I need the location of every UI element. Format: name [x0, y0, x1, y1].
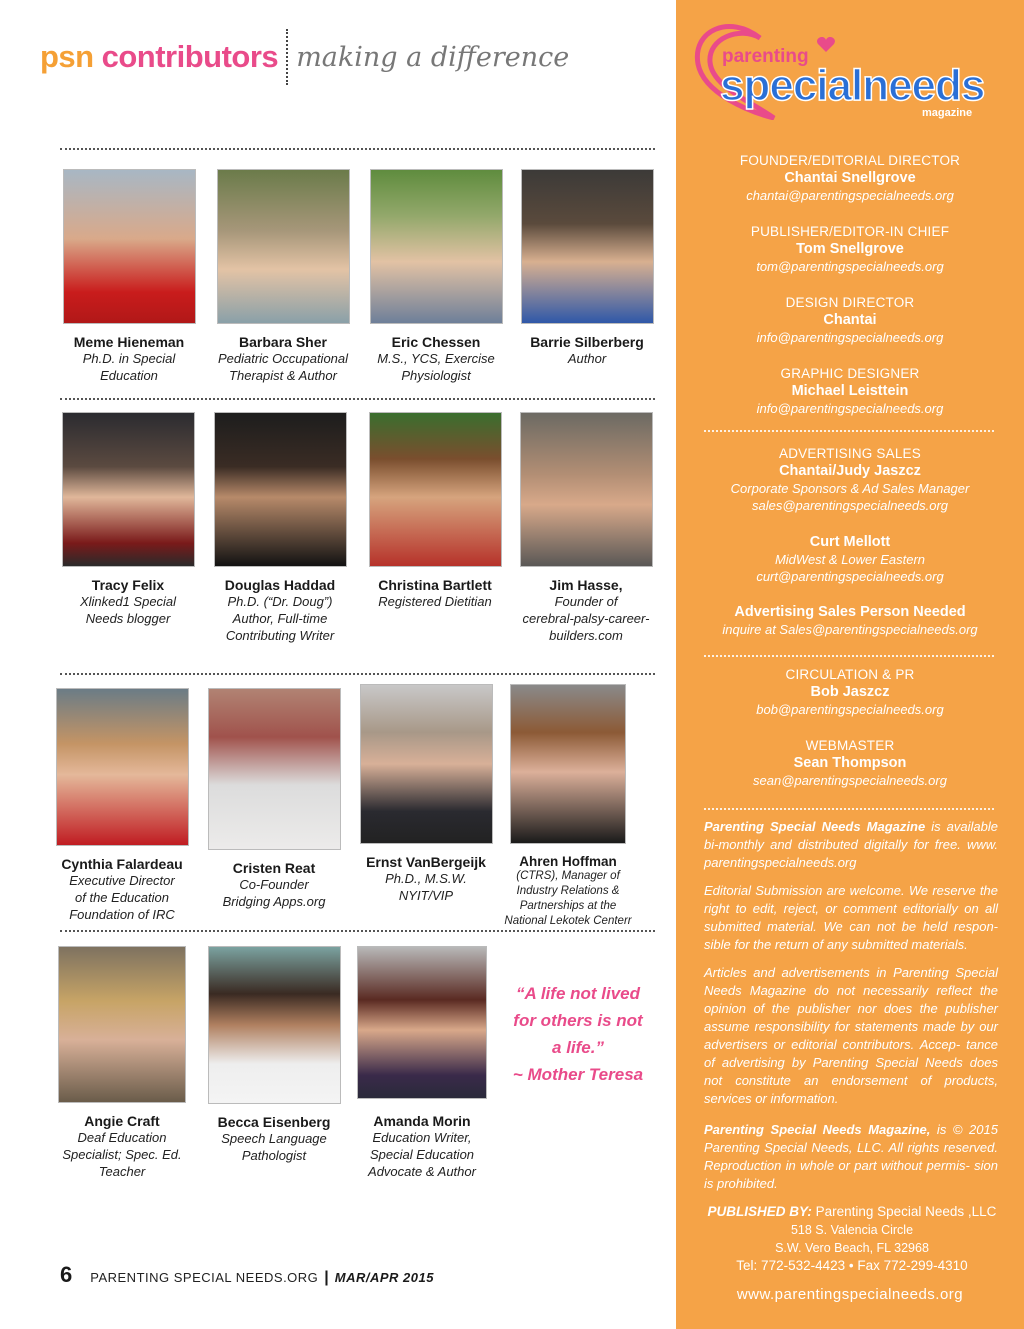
- contributor-title: Ph.D., M.S.W.: [385, 871, 467, 886]
- header-divider: [286, 29, 288, 85]
- staff-role: ADVERTISING SALES: [779, 446, 921, 461]
- address-line: 518 S. Valencia Circle: [790, 1223, 914, 1237]
- contributor-title: Xlinked1 Special: [79, 594, 177, 609]
- contributor-card: [208, 169, 358, 384]
- contributor-title: Founder of: [554, 594, 618, 609]
- contributor-title: Partnerships at the: [519, 900, 617, 912]
- availability-paragraph: [704, 818, 998, 872]
- contributor-title: Executive Director: [69, 873, 175, 888]
- contributor-title: Needs blogger: [85, 611, 171, 626]
- contributor-name: Becca Eisenberg: [217, 1114, 331, 1130]
- staff-email[interactable]: tom@parentingspecialneeds.org: [756, 259, 944, 274]
- contributor-title: Industry Relations &: [516, 885, 620, 897]
- contributor-title: Co-Founder: [239, 877, 309, 892]
- page-header: [40, 28, 569, 86]
- staff-name: Tom Snellgrove: [796, 241, 904, 257]
- magazine-logo: [690, 20, 1010, 120]
- staff-role: DESIGN DIRECTOR: [785, 295, 915, 310]
- contributor-photo: [58, 946, 186, 1103]
- staff-entry: [676, 667, 1024, 717]
- contributor-title: Ph.D. (“Dr. Doug”): [227, 594, 333, 609]
- contributor-title: cerebral-palsy-career-: [522, 611, 650, 626]
- staff-entry: [676, 366, 1024, 416]
- contributor-name: Cristen Reat: [232, 860, 316, 876]
- contributor-title: (CTRS), Manager of: [516, 870, 620, 882]
- staff-name: Sean Thompson: [793, 755, 907, 771]
- contributor-title: National Lekotek Centerr: [504, 915, 632, 927]
- contributor-title: Therapist & Author: [229, 368, 337, 383]
- logo-sub-text: magazine: [922, 107, 973, 119]
- submission-paragraph: Editorial Submission are welcome. We reserve the right to edit, reject, or comment editorially on all submitted material. We can not be held respon- sible for the return of any submitted materials.: [704, 883, 998, 952]
- contributor-photo: [56, 688, 189, 846]
- phone-fax: Tel: 772-532-4423 • Fax 772-299-4310: [736, 1258, 968, 1273]
- staff-desc: MidWest & Lower Eastern: [774, 552, 926, 567]
- staff-entry: [676, 224, 1024, 274]
- staff-email[interactable]: sean@parentingspecialneeds.org: [753, 773, 947, 788]
- contributor-title: Foundation of IRC: [69, 907, 175, 922]
- sidebar-divider: [704, 655, 994, 657]
- staff-role: PUBLISHER/EDITOR-IN CHIEF: [750, 224, 950, 239]
- contributor-card: [358, 684, 494, 904]
- contributor-name: Eric Chessen: [391, 334, 481, 350]
- contributor-title: Author: [567, 351, 607, 366]
- contributor-name: Barbara Sher: [239, 334, 327, 350]
- contributor-name: Amanda Morin: [373, 1113, 471, 1129]
- footer-issue: MAR/APR 2015: [334, 1270, 434, 1285]
- contributor-name: Christina Bartlett: [378, 577, 492, 593]
- contributor-title: Author, Full-time: [232, 611, 328, 626]
- contributor-title: Specialist; Spec. Ed.: [62, 1147, 182, 1162]
- advertising-entry: [676, 446, 1024, 513]
- contributor-photo: [208, 946, 341, 1104]
- page-footer: [60, 1262, 434, 1288]
- staff-role: CIRCULATION & PR: [785, 667, 915, 682]
- contributor-title: Advocate & Author: [368, 1164, 476, 1179]
- row-divider: [60, 398, 655, 400]
- header-tagline: making a difference: [296, 41, 570, 73]
- page-number: 6: [60, 1262, 73, 1287]
- sidebar-divider: [704, 808, 994, 810]
- contributor-photo: [510, 684, 626, 844]
- contributor-name: Ahren Hoffman: [519, 854, 617, 869]
- contributor-card: [494, 684, 642, 929]
- contributor-title: Registered Dietitian: [378, 594, 492, 609]
- staff-email[interactable]: curt@parentingspecialneeds.org: [756, 569, 944, 584]
- contributor-title: Teacher: [98, 1164, 146, 1179]
- contributor-title: Pediatric Occupational: [217, 351, 349, 366]
- staff-name: Curt Mellott: [809, 534, 891, 550]
- advertising-needed: [676, 602, 1024, 637]
- contributor-photo: [360, 684, 493, 844]
- contributor-title: Contributing Writer: [225, 628, 335, 643]
- contributor-photo: [208, 688, 341, 850]
- published-label: PUBLISHED BY:: [707, 1204, 812, 1219]
- staff-role: FOUNDER/EDITORIAL DIRECTOR: [739, 153, 961, 168]
- footer-separator: |: [324, 1269, 329, 1286]
- ad-needed-title: Advertising Sales Person Needed: [734, 604, 966, 620]
- contributor-photo: [62, 412, 195, 567]
- contributor-title: Pathologist: [241, 1148, 307, 1163]
- staff-desc: Corporate Sponsors & Ad Sales Manager: [730, 481, 970, 496]
- staff-name: Chantai: [823, 312, 877, 328]
- published-name: Parenting Special Needs ,LLC: [811, 1204, 997, 1219]
- contributor-card: [52, 946, 192, 1180]
- copyright-text: is © 2015 Parenting Special Needs, LLC. All rights reserved. Reproduction in whole or part without permis- sion is prohibited.: [704, 1122, 998, 1191]
- contributor-card: [208, 412, 352, 644]
- staff-email[interactable]: sales@parentingspecialneeds.org: [751, 498, 949, 513]
- address-line: S.W. Vero Beach, FL 32968: [775, 1241, 929, 1255]
- sidebar-divider: [704, 430, 994, 432]
- contributor-title: builders.com: [549, 628, 623, 643]
- website-link[interactable]: www.parentingspecialneeds.org: [736, 1286, 964, 1303]
- staff-name: Chantai Snellgrove: [784, 170, 916, 186]
- row-divider: [60, 673, 655, 675]
- contributor-photo: [214, 412, 347, 567]
- contributor-card: [52, 688, 192, 923]
- staff-email[interactable]: info@parentingspecialneeds.org: [756, 330, 944, 345]
- advertising-entry: [676, 532, 1024, 584]
- contributor-title: Special Education: [369, 1147, 475, 1162]
- masthead-sidebar: [676, 0, 1024, 1329]
- staff-email[interactable]: bob@parentingspecialneeds.org: [756, 702, 944, 717]
- contributor-title: NYIT/VIP: [398, 888, 454, 903]
- header-contributors: contributors: [101, 39, 279, 74]
- staff-name: Michael Leisttein: [791, 383, 909, 399]
- magazine-name: Parenting Special Needs Magazine: [704, 819, 926, 834]
- contributor-card: [516, 169, 658, 367]
- staff-role: WEBMASTER: [805, 738, 895, 753]
- quote-author: ~ Mother Teresa: [512, 1065, 644, 1084]
- contributor-photo: [217, 169, 350, 324]
- staff-role: GRAPHIC DESIGNER: [780, 366, 920, 381]
- contributor-photo: [369, 412, 502, 567]
- staff-entry: [676, 738, 1024, 788]
- contributor-title: Ph.D. in Special: [82, 351, 176, 366]
- contributor-card: [352, 946, 492, 1180]
- staff-name: Bob Jaszcz: [810, 684, 890, 700]
- contributor-title: Speech Language: [221, 1131, 327, 1146]
- staff-entry: [676, 295, 1024, 345]
- contributor-card: [362, 412, 508, 610]
- contributor-name: Jim Hasse,: [549, 577, 623, 593]
- contributor-name: Meme Hieneman: [73, 334, 185, 350]
- contributor-title: M.S., YCS, Exercise: [377, 351, 495, 366]
- row-divider: [60, 930, 655, 932]
- availability-text: is available bi-monthly and distributed digitally for free. www. parentingspecialneeds.org: [704, 819, 998, 870]
- contributor-name: Ernst VanBergeijk: [366, 854, 486, 870]
- publisher-block: [704, 1203, 1000, 1275]
- contributor-title: Education: [100, 368, 158, 383]
- copyright-paragraph: [704, 1121, 998, 1193]
- contributor-photo: [520, 412, 653, 567]
- contributor-name: Angie Craft: [84, 1113, 160, 1129]
- quote-block: [508, 980, 648, 1088]
- staff-email[interactable]: info@parentingspecialneeds.org: [756, 401, 944, 416]
- contributor-photo: [357, 946, 487, 1099]
- contributor-card: [366, 169, 506, 384]
- magazine-name: Parenting Special Needs Magazine,: [704, 1122, 931, 1137]
- contributor-name: Cynthia Falardeau: [61, 856, 183, 872]
- footer-publication: PARENTING SPECIAL NEEDS.ORG: [90, 1270, 319, 1285]
- contributor-title: Education Writer,: [372, 1130, 472, 1145]
- contributor-card: [206, 946, 342, 1164]
- staff-email[interactable]: chantai@parentingspecialneeds.org: [746, 188, 954, 203]
- contributor-card: [58, 412, 198, 627]
- header-psn: psn: [40, 39, 94, 74]
- row-divider: [60, 148, 655, 150]
- contributor-card: [204, 688, 344, 910]
- contributor-name: Douglas Haddad: [224, 577, 336, 593]
- quote-text: “A life not lived for others is not a life.”: [513, 984, 643, 1057]
- contributor-photo: [370, 169, 503, 324]
- contributor-card: [514, 412, 658, 644]
- staff-entry: [676, 153, 1024, 203]
- contributor-title: Bridging Apps.org: [222, 894, 326, 909]
- contributor-title: of the Education: [75, 890, 169, 905]
- contributor-title: Physiologist: [401, 368, 471, 383]
- contributor-photo: [521, 169, 654, 324]
- contributor-photo: [63, 169, 196, 324]
- contributor-card: [57, 169, 201, 384]
- contributor-title: Deaf Education: [77, 1130, 167, 1145]
- logo-top-text: parenting: [722, 46, 809, 67]
- ad-inquire[interactable]: inquire at Sales@parentingspecialneeds.org: [722, 622, 978, 637]
- contributor-name: Tracy Felix: [91, 577, 165, 593]
- disclaimer-paragraph: Articles and advertisements in Parenting Special Needs Magazine do not necessarily reflect the opinion of the publisher nor does the publisher assume responsibility for statements made by our advertisers or editorial contributors. Accep- tance of advertising by Parenting Special Needs does not constitute an endorsement of products, services or information.: [704, 965, 998, 1106]
- contributor-name: Barrie Silberberg: [530, 334, 644, 350]
- staff-name: Chantai/Judy Jaszcz: [779, 463, 921, 479]
- logo-main-text: specialneeds: [720, 61, 985, 110]
